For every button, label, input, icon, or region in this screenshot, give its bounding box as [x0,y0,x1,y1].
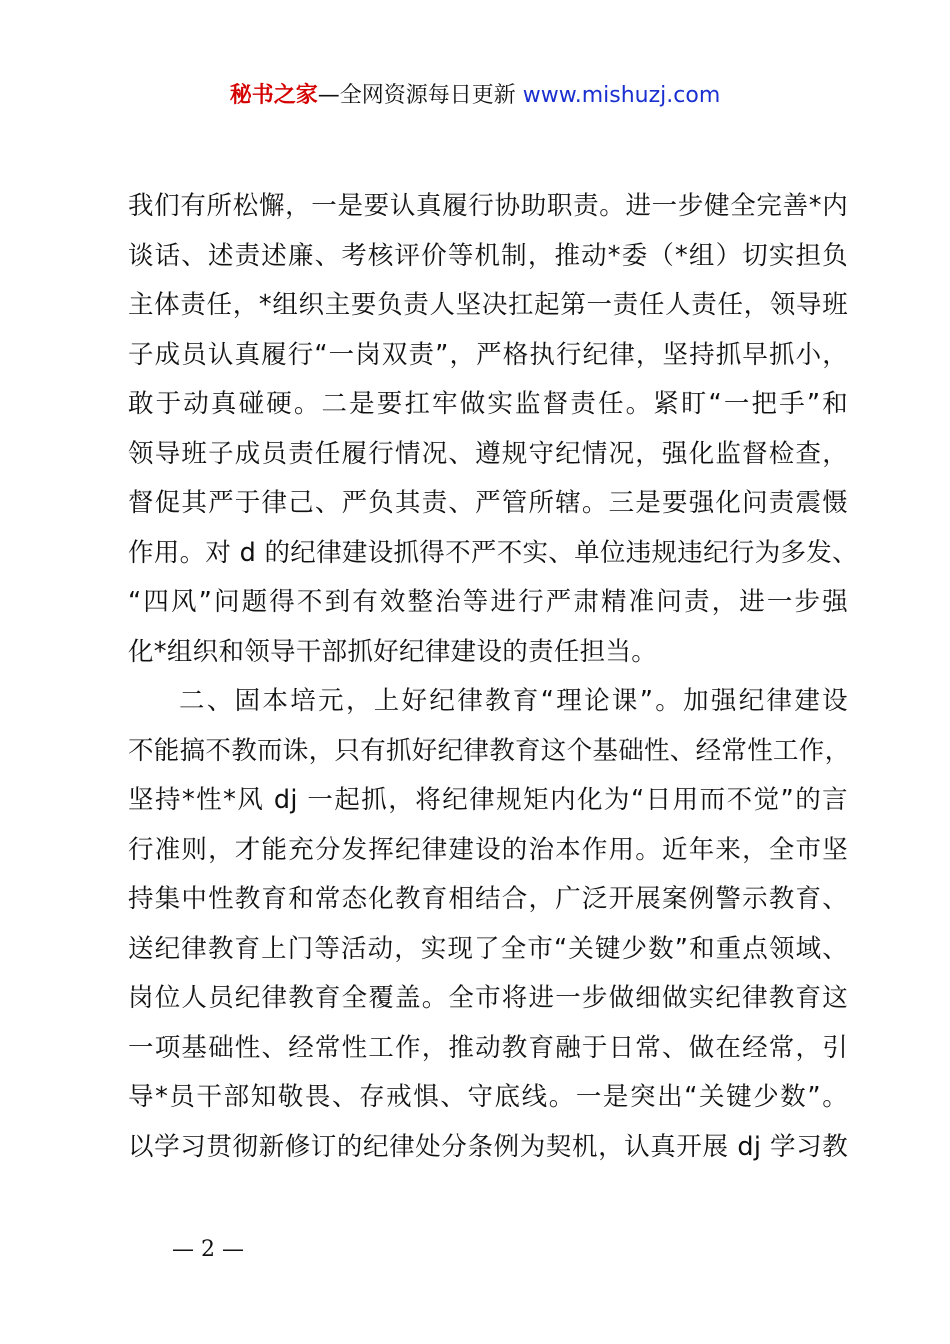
text-line: 我们有所松懈，一是要认真履行协助职责。进一步健全完善*内 [128,191,848,221]
text-line: 谈话、述责述廉、考核评价等机制，推动*委（*组）切实担负 [128,240,848,271]
text-line: 坚持*性*风 dj 一起抓，将纪律规矩内化为“日用而不觉”的言 [128,785,848,815]
text-line: 送纪律教育上门等活动，实现了全市“关键少数”和重点领域、 [128,933,848,964]
text-line: 督促其严于律己、严负其责、严管所辖。三是要强化问责震慑 [128,488,848,518]
text-line: 以学习贯彻新修订的纪律处分条例为契机，认真开展 dj 学习教 [128,1131,848,1162]
header-tagline: —全网资源每日更新 [317,83,516,108]
text-line: 岗位人员纪律教育全覆盖。全市将进一步做细做实纪律教育这 [128,983,848,1013]
text-line: 导*员干部知敬畏、存戒惧、守底线。一是突出“关键少数”。 [128,1082,848,1112]
text-line: 持集中性教育和常态化教育相结合，广泛开展案例警示教育、 [128,884,848,914]
text-line: 化*组织和领导干部抓好纪律建设的责任担当。 [128,636,658,667]
text-line: 子成员认真履行“一岗双责”，严格执行纪律，坚持抓早抓小， [128,339,848,370]
text-line: 行准则，才能充分发挥纪律建设的治本作用。近年来，全市坚 [128,834,848,865]
document-body [128,182,858,1172]
text-line: 主体责任，*组织主要负责人坚决扛起第一责任人责任，领导班 [128,290,848,320]
text-line: 一项基础性、经常性工作，推动教育融于日常、做在经常，引 [128,1032,848,1063]
paragraph-2 [128,677,851,1172]
page-number: — 2 — [172,1237,244,1262]
text-line: “四风”问题得不到有效整治等进行严肃精准问责，进一步强 [128,587,848,617]
text-line: 领导班子成员责任履行情况、遵规守纪情况，强化监督检查， [128,438,848,469]
brand-name: 秘书之家 [229,83,318,108]
section-heading-line: 二、固本培元，上好纪律教育“理论课”。加强纪律建设 [179,686,848,716]
paragraph-1 [128,182,858,677]
text-line: 作用。对 d 的纪律建设抓得不严不实、单位违规违纪行为多发、 [128,537,858,568]
page-header [0,80,950,112]
text-line: 不能搞不教而诛，只有抓好纪律教育这个基础性、经常性工作， [128,735,851,766]
text-line: 敢于动真碰硬。二是要扛牢做实监督责任。紧盯“一把手”和 [128,389,848,419]
website-link[interactable]: www.mishuzj.com [522,83,721,108]
